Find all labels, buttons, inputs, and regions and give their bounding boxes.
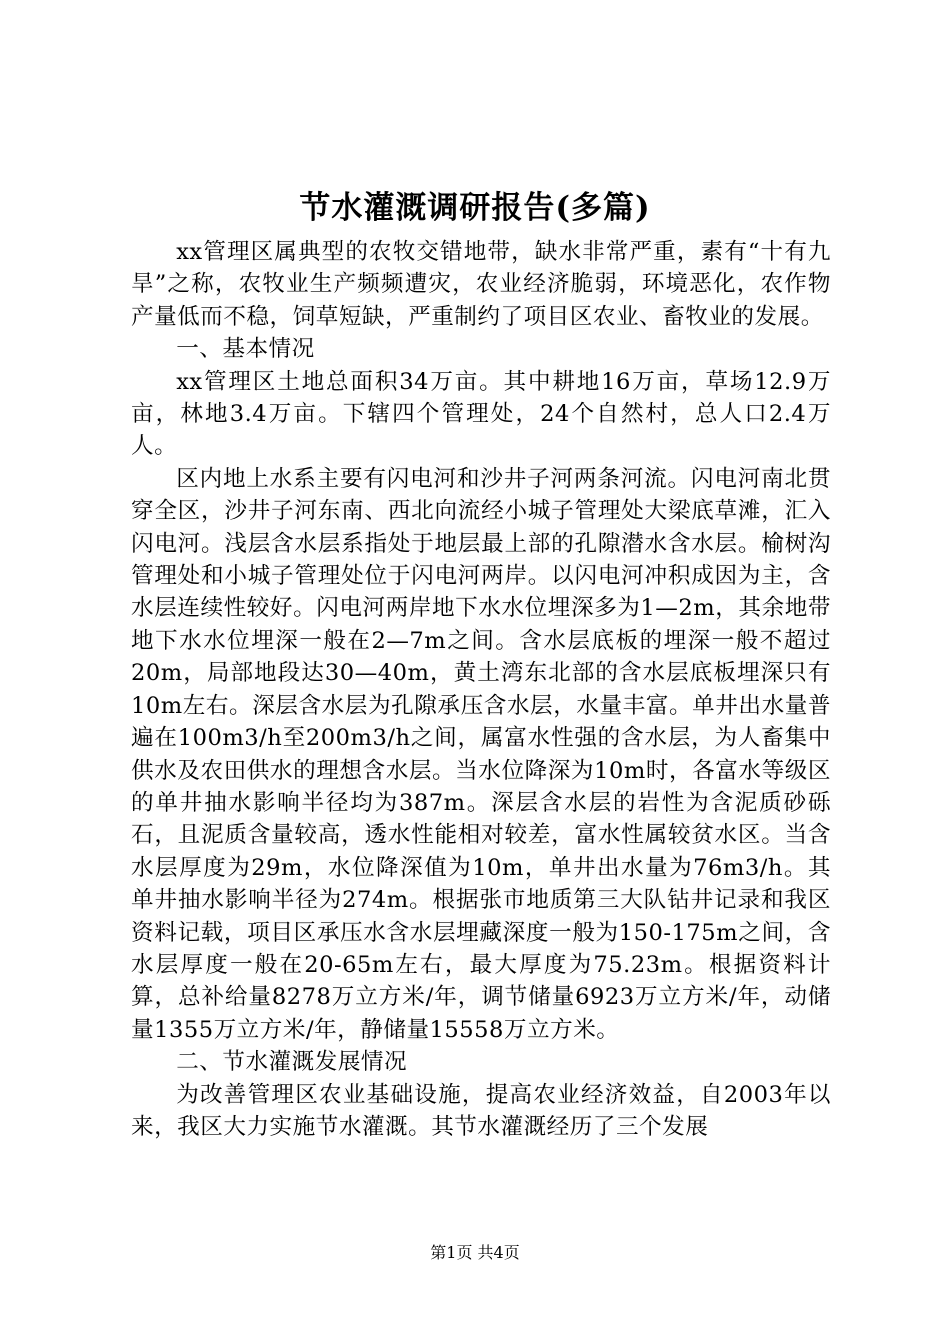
intro-paragraph: xx管理区属典型的农牧交错地带，缺水非常严重，素有“十有九旱”之称，农牧业生产频频遭灾，农业经济脆弱，环境恶化，农作物产量低而不稳，饲草短缺，严重制约了项目区农业、畜牧业的发展。 bbox=[131, 239, 831, 330]
page-footer: 第1页 共4页 bbox=[430, 1243, 520, 1262]
land-area-paragraph: xx管理区土地总面积34万亩。其中耕地16万亩，草场12.9万亩，林地3.4万亩。下辖四个管理处，24个自然村，总人口2.4万人。 bbox=[131, 368, 831, 460]
document-body bbox=[131, 236, 831, 1143]
document-title: 节水灌溉调研报告(多篇) bbox=[299, 190, 651, 226]
water-system-paragraph: 区内地上水系主要有闪电河和沙井子河两条河流。闪电河南北贯穿全区，沙井子河东南、西北向流经小城子管理处大梁底草滩，汇入闪电河。浅层含水层系指处于地层最上部的孔隙潜水含水层。榆树沟管理处和小城子管理处位于闪电河两岸。以闪电河冲积成因为主，含水层连续性较好。闪电河两岸地下水水位埋深多为1—2m，其余地带地下水水位埋深一般在2—7m之间。含水层底板的埋深一般不超过20m，局部地段达30—40m，黄土湾东北部的含水层底板埋深只有10m左右。深层含水层为孔隙承压含水层，水量丰富。单井出水量普遍在100m3/h至200m3/h之间，属富水性强的含水层，为人畜集中供水及农田供水的理想含水层。当水位降深为10m时，各富水等级区的单井抽水影响半径均为387m。深层含水层的岩性为含泥质砂砾石，且泥质含量较高，透水性能相对较差，富水性属较贫水区。当含水层厚度为29m，水位降深值为10m，单井出水量为76m3/h。其单井抽水影响半径为274m。根据张市地质第三大队钻井记录和我区资料记载，项目区承压水含水层埋藏深度一般为150-175m之间，含水层厚度一般在20-65m左右，最大厚度为75.23m。根据资料计算，总补给量8278万立方米/年，调节储量6923万立方米/年，动储量1355万立方米/年，静储量15558万立方米。 bbox=[131, 465, 831, 1043]
irrigation-paragraph: 为改善管理区农业基础设施，提高农业经济效益，自2003年以来，我区大力实施节水灌溉。其节水灌溉经历了三个发展 bbox=[131, 1081, 831, 1140]
section-heading-basic-situation: 一、基本情况 bbox=[176, 336, 315, 363]
section-heading-irrigation-development: 二、节水灌溉发展情况 bbox=[176, 1049, 408, 1076]
